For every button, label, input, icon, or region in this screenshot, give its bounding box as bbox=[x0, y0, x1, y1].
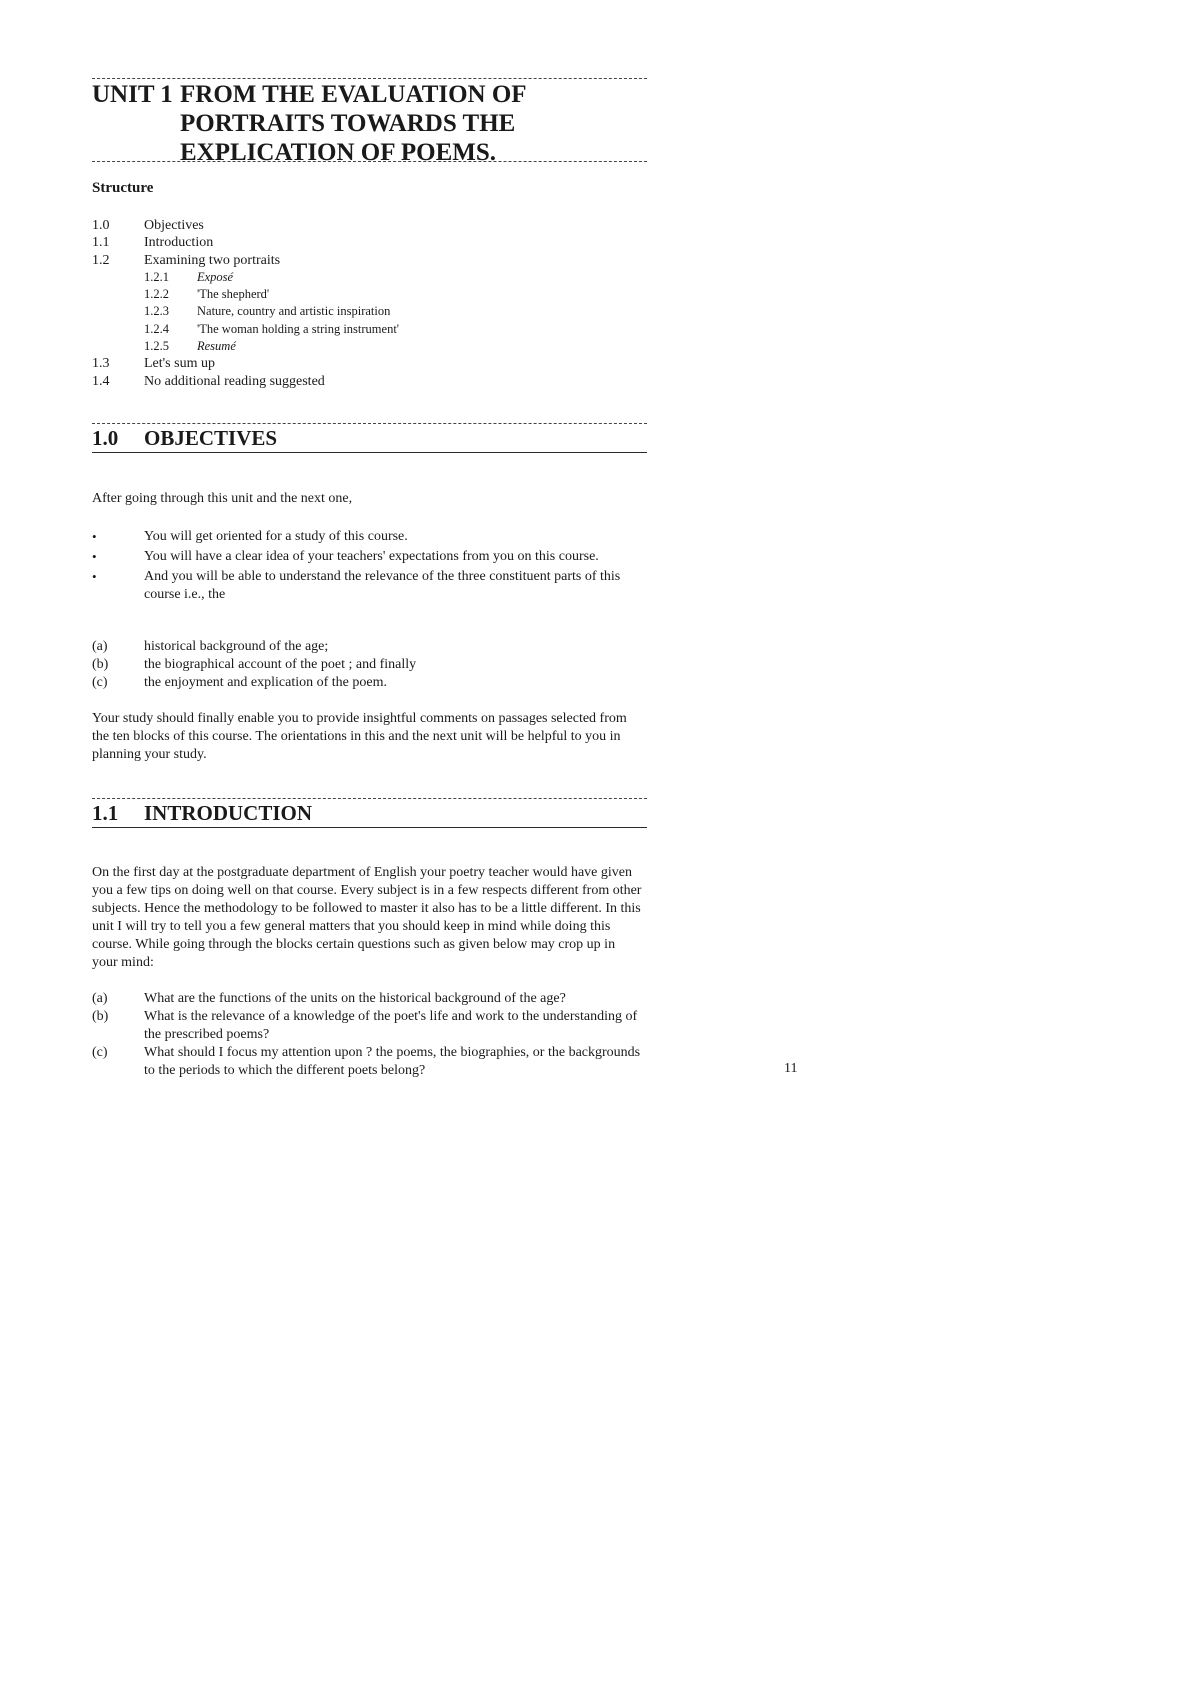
list-item: (a) historical background of the age; bbox=[92, 639, 329, 654]
list-item: (c) What should I focus my attention upon ? the poems, the biographies, or the backgrounds to the periods to which the different poets belong? bbox=[92, 1045, 641, 1078]
introduction-questions bbox=[92, 990, 652, 1080]
unit-title bbox=[92, 80, 700, 167]
objectives-bullets bbox=[92, 528, 652, 606]
title-top-rule bbox=[92, 78, 647, 79]
objectives-bottom-rule bbox=[92, 452, 647, 453]
unit-title-text: FROM THE EVALUATION OF PORTRAITS TOWARDS THE EXPLICATION OF POEMS. bbox=[180, 81, 527, 166]
objectives-number: 1.0 bbox=[92, 426, 119, 450]
structure-heading: Structure bbox=[92, 180, 154, 196]
objectives-intro: After going through this unit and the next one, bbox=[92, 491, 353, 506]
introduction-number: 1.1 bbox=[92, 801, 119, 825]
introduction-top-rule bbox=[92, 798, 647, 799]
list-item: (a) What are the functions of the units on the historical background of the age? bbox=[92, 991, 566, 1006]
list-item: (b) the biographical account of the poet ; and finally bbox=[92, 657, 417, 672]
objectives-title: OBJECTIVES bbox=[144, 426, 278, 450]
introduction-title: INTRODUCTION bbox=[144, 801, 313, 825]
list-item: (c) the enjoyment and explication of the poem. bbox=[92, 675, 387, 690]
list-item: • You will have a clear idea of your teachers' expectations from you on this course. bbox=[92, 549, 599, 564]
title-bottom-rule bbox=[92, 161, 647, 162]
list-item: (b) What is the relevance of a knowledge of the poet's life and work to the understanding of the prescribed poems? bbox=[92, 1009, 638, 1042]
introduction-bottom-rule bbox=[92, 827, 647, 828]
unit-number: UNIT 1 bbox=[92, 81, 173, 108]
page-number: 11 bbox=[784, 1061, 798, 1076]
list-item: • You will get oriented for a study of this course. bbox=[92, 529, 408, 544]
introduction-paragraph: On the first day at the postgraduate department of English your poetry teacher would have given you a few tips on doing well on that course. Every subject is in a few respects different from other subjects. Hence the methodology to be followed to master it also has to be a little different. In this unit I will try to tell you a few general matters that you should keep in mind while doing this course. While going through the blocks certain questions such as given below may crop up in your mind: bbox=[92, 865, 642, 970]
list-item: • And you will be able to understand the relevance of the three constituent parts of this course i.e., the bbox=[92, 569, 621, 602]
objectives-top-rule bbox=[92, 423, 647, 424]
objectives-closing: Your study should finally enable you to provide insightful comments on passages selected from the ten blocks of this course. The orientations in this and the next unit will be helpful to you in planning your study. bbox=[92, 711, 627, 762]
objectives-parts bbox=[92, 638, 652, 692]
